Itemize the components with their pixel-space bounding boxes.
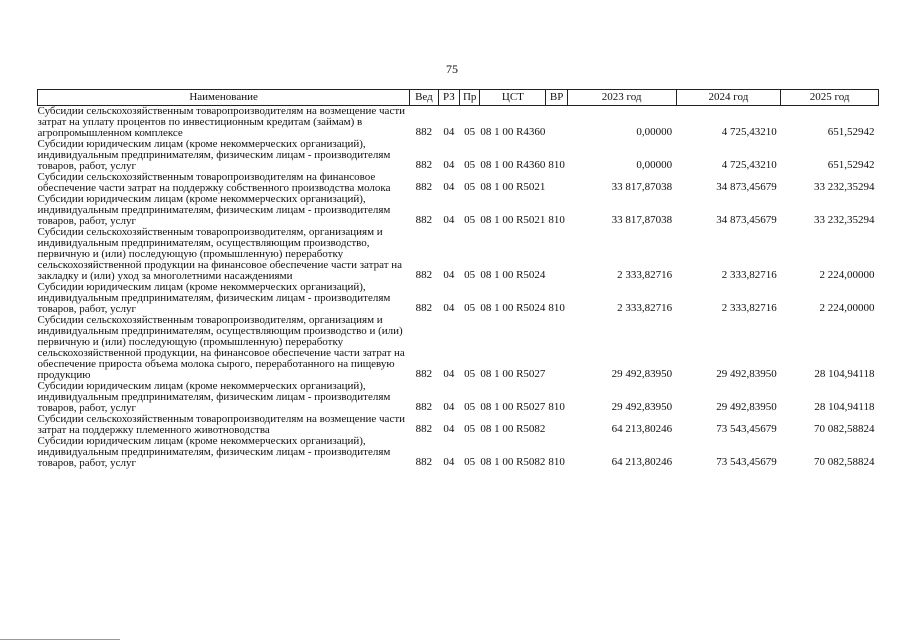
table-row (38, 227, 879, 282)
cell-y2023: 64 213,80246 (611, 456, 673, 468)
cell-pr: 05 (464, 456, 476, 468)
cell-vr (546, 315, 567, 381)
cell-y2024: 2 333,82716 (721, 269, 777, 281)
cell-y2025: 28 104,94118 (814, 368, 875, 380)
cell-vr: 810 (548, 214, 565, 226)
cell-y2024: 4 725,43210 (721, 159, 777, 171)
cell-y2024: 73 543,45679 (716, 456, 777, 468)
table-row (38, 194, 879, 227)
cell-name: Субсидии сельскохозяйственным товаропроизводителям на возмещение части затрат на поддержку племенного животноводства (37, 413, 406, 436)
cell-vr (546, 414, 567, 436)
cell-rz: 04 (443, 269, 455, 281)
cell-vr: 810 (548, 456, 565, 468)
cell-vr: 810 (548, 302, 565, 314)
cell-y2023: 33 817,87038 (611, 181, 673, 193)
cell-y2025: 2 224,00000 (819, 269, 875, 281)
cell-rz: 04 (443, 159, 455, 171)
cell-pr: 05 (464, 302, 476, 314)
header-cst: ЦСТ (480, 90, 546, 106)
cell-y2024: 29 492,83950 (716, 401, 777, 413)
cell-name: Субсидии сельскохозяйственным товаропроизводителям, организациям и индивидуальным предпринимателям, осуществляющим производство и (или) первичную и (или) последующую (промышленную) переработку сельскохозяйственной продукции, на финансовое обеспечение части затрат на обеспечение прироста объема молока сырого, переработанного на пищевую продукцию (37, 314, 405, 381)
budget-table (37, 89, 879, 469)
cell-y2025: 70 082,58824 (814, 423, 875, 435)
header-vr: ВР (546, 90, 567, 106)
cell-rz: 04 (443, 302, 455, 314)
cell-pr: 05 (464, 423, 476, 435)
cell-pr: 05 (464, 126, 476, 138)
table-header-row (38, 90, 879, 106)
cell-pr: 05 (464, 269, 476, 281)
header-rz: РЗ (438, 90, 459, 106)
header-name: Наименование (38, 90, 410, 106)
cell-cst: 08 1 00 R5021 (480, 214, 546, 226)
table-row (38, 106, 879, 140)
cell-rz: 04 (443, 423, 455, 435)
cell-y2025: 28 104,94118 (814, 401, 875, 413)
cell-y2023: 0,00000 (636, 126, 673, 138)
cell-y2023: 2 333,82716 (617, 269, 673, 281)
cell-ved: 882 (415, 269, 433, 281)
cell-name: Субсидии юридическим лицам (кроме некоммерческих организаций), индивидуальным предпринимателям, физическим лицам - производителям товаров, работ, услуг (37, 380, 391, 414)
cell-pr: 05 (464, 214, 476, 226)
header-2024: 2024 год (676, 90, 781, 106)
cell-cst: 08 1 00 R5024 (480, 269, 546, 281)
cell-pr: 05 (464, 181, 476, 193)
cell-pr: 05 (464, 159, 476, 171)
table-row (38, 414, 879, 436)
cell-ved: 882 (415, 214, 433, 226)
table-row (38, 282, 879, 315)
cell-y2025: 33 232,35294 (814, 214, 875, 226)
cell-y2025: 70 082,58824 (814, 456, 875, 468)
cell-name: Субсидии сельскохозяйственным товаропроизводителям на возмещение части затрат на уплату процентов по инвестиционным кредитам (займам) в агропромышленном комплексе (37, 105, 406, 139)
header-ved: Вед (410, 90, 438, 106)
cell-name: Субсидии сельскохозяйственным товаропроизводителям на финансовое обеспечение части затрат на поддержку собственного производства молока (37, 171, 391, 194)
cell-name: Субсидии юридическим лицам (кроме некоммерческих организаций), индивидуальным предпринимателям, физическим лицам - производителям товаров, работ, услуг (37, 435, 391, 469)
header-2023: 2023 год (567, 90, 676, 106)
cell-ved: 882 (415, 302, 433, 314)
table-row (38, 139, 879, 172)
cell-pr: 05 (464, 368, 476, 380)
cell-rz: 04 (443, 214, 455, 226)
header-pr: Пр (460, 90, 480, 106)
cell-name: Субсидии юридическим лицам (кроме некоммерческих организаций), индивидуальным предпринимателям, физическим лицам - производителям товаров, работ, услуг (37, 281, 391, 315)
cell-rz: 04 (443, 126, 455, 138)
cell-rz: 04 (443, 181, 455, 193)
table-row (38, 436, 879, 469)
cell-y2025: 2 224,00000 (819, 302, 875, 314)
cell-y2024: 4 725,43210 (721, 126, 777, 138)
table-row (38, 315, 879, 381)
header-2025: 2025 год (781, 90, 879, 106)
cell-cst: 08 1 00 R4360 (480, 159, 546, 171)
cell-vr (546, 172, 567, 194)
cell-y2024: 34 873,45679 (716, 214, 777, 226)
cell-y2023: 0,00000 (636, 159, 673, 171)
cell-y2025: 651,52942 (827, 159, 875, 171)
table-row (38, 381, 879, 414)
cell-rz: 04 (443, 456, 455, 468)
cell-ved: 882 (415, 401, 433, 413)
cell-cst: 08 1 00 R5082 (480, 423, 546, 435)
cell-y2023: 33 817,87038 (611, 214, 673, 226)
cell-y2024: 2 333,82716 (721, 302, 777, 314)
cell-vr (546, 227, 567, 282)
cell-ved: 882 (415, 159, 433, 171)
cell-ved: 882 (415, 423, 433, 435)
cell-rz: 04 (443, 368, 455, 380)
table-row (38, 172, 879, 194)
cell-cst: 08 1 00 R5082 (480, 456, 546, 468)
cell-y2023: 29 492,83950 (611, 401, 673, 413)
cell-pr: 05 (464, 401, 476, 413)
cell-rz: 04 (443, 401, 455, 413)
cell-name: Субсидии сельскохозяйственным товаропроизводителям, организациям и индивидуальным предпринимателям, осуществляющим производство, первичную и (или) последующую (промышленную) переработку сельскохозяйственной продукции на финансовое обеспечение части затрат на закладку и (или) уход за многолетними насаждениями (37, 226, 403, 282)
cell-y2023: 2 333,82716 (617, 302, 673, 314)
cell-y2024: 29 492,83950 (716, 368, 777, 380)
cell-y2023: 64 213,80246 (611, 423, 673, 435)
cell-cst: 08 1 00 R5027 (480, 401, 546, 413)
cell-ved: 882 (415, 456, 433, 468)
cell-cst: 08 1 00 R4360 (480, 126, 546, 138)
cell-cst: 08 1 00 R5027 (480, 368, 546, 380)
cell-y2024: 73 543,45679 (716, 423, 777, 435)
cell-name: Субсидии юридическим лицам (кроме некоммерческих организаций), индивидуальным предпринимателям, физическим лицам - производителям товаров, работ, услуг (37, 193, 391, 227)
cell-y2024: 34 873,45679 (716, 181, 777, 193)
cell-ved: 882 (415, 368, 433, 380)
cell-ved: 882 (415, 181, 433, 193)
cell-y2025: 651,52942 (827, 126, 875, 138)
cell-vr: 810 (548, 401, 565, 413)
page-number: 75 (446, 62, 458, 76)
cell-name: Субсидии юридическим лицам (кроме некоммерческих организаций), индивидуальным предпринимателям, физическим лицам - производителям товаров, работ, услуг (37, 138, 391, 172)
cell-y2025: 33 232,35294 (814, 181, 875, 193)
cell-ved: 882 (415, 126, 433, 138)
cell-vr: 810 (548, 159, 565, 171)
cell-cst: 08 1 00 R5024 (480, 302, 546, 314)
cell-y2023: 29 492,83950 (611, 368, 673, 380)
cell-cst: 08 1 00 R5021 (480, 181, 546, 193)
cell-vr (546, 106, 567, 140)
